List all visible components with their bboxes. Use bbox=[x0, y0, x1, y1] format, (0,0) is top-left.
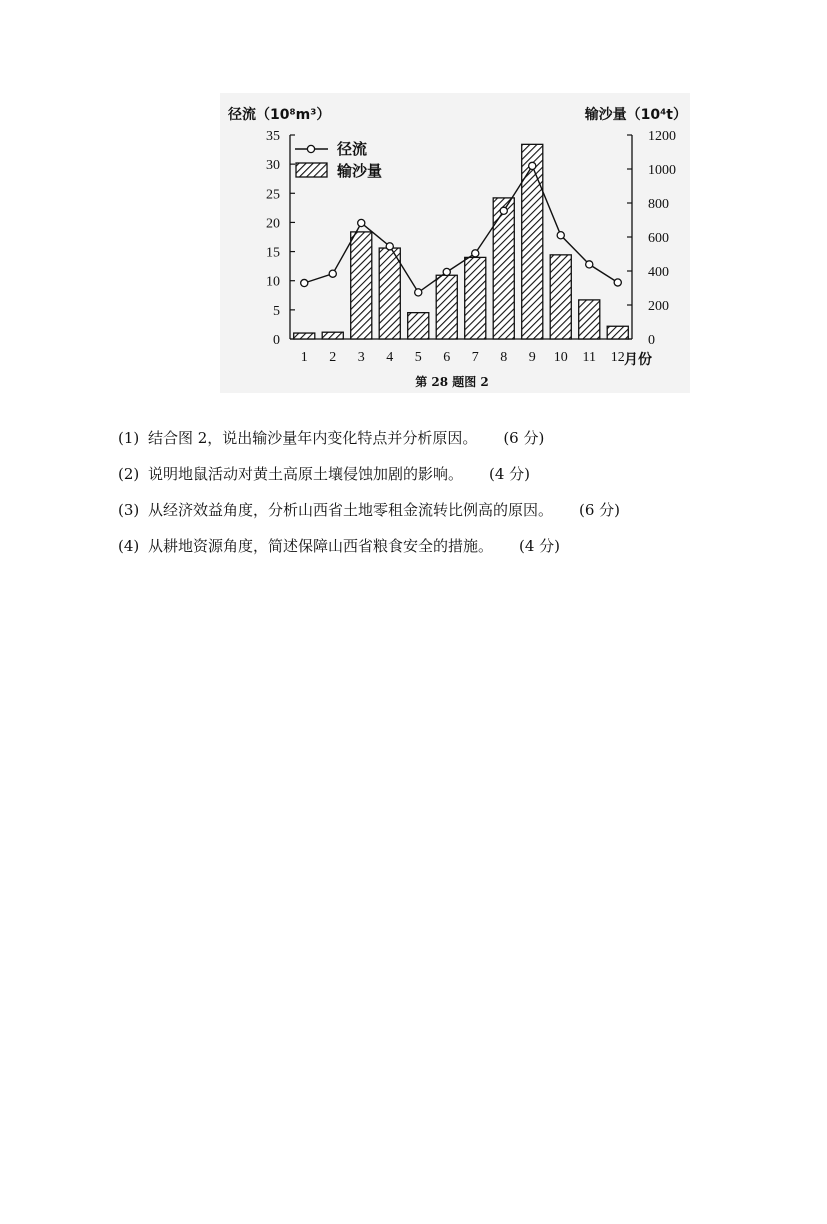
runoff-point bbox=[415, 289, 422, 296]
question-score: (4 分) bbox=[519, 537, 561, 555]
question-1 bbox=[118, 428, 758, 464]
question-number: (1) bbox=[118, 429, 140, 447]
x-tick-label: 8 bbox=[500, 350, 508, 365]
x-tick-label: 7 bbox=[471, 350, 479, 365]
sediment-bar bbox=[436, 275, 457, 339]
question-4 bbox=[118, 536, 758, 572]
runoff-point bbox=[472, 250, 479, 257]
left-tick-label: 20 bbox=[266, 216, 280, 232]
legend-hatch-icon bbox=[296, 163, 327, 177]
right-tick-label: 0 bbox=[648, 333, 655, 348]
x-tick-label: 1 bbox=[300, 350, 308, 365]
sediment-bar bbox=[579, 300, 600, 339]
x-tick-label: 9 bbox=[528, 350, 536, 365]
sediment-bar bbox=[522, 144, 543, 339]
right-axis-title: 输沙量（10⁴t） bbox=[584, 107, 687, 123]
question-score: (6 分) bbox=[503, 429, 545, 447]
sediment-bar bbox=[408, 313, 429, 339]
question-number: (3) bbox=[118, 501, 140, 519]
right-tick-label: 1200 bbox=[648, 129, 676, 144]
runoff-point bbox=[500, 207, 507, 214]
left-axis-title: 径流（10⁸m³） bbox=[228, 107, 331, 123]
question-list bbox=[118, 428, 758, 572]
question-text: 说明地鼠活动对黄土高原土壤侵蚀加剧的影响。 bbox=[148, 465, 464, 483]
left-tick-label: 10 bbox=[266, 274, 280, 290]
question-number: (4) bbox=[118, 537, 140, 555]
figure-caption: 第 28 题图 2 bbox=[415, 375, 489, 389]
sediment-bar bbox=[550, 255, 571, 339]
runoff-point bbox=[386, 243, 393, 250]
x-tick-label: 5 bbox=[414, 350, 422, 365]
question-score: (4 分) bbox=[489, 465, 531, 483]
left-tick-label: 0 bbox=[273, 333, 280, 348]
left-tick-label: 25 bbox=[266, 187, 280, 203]
right-tick-label: 1000 bbox=[648, 163, 676, 178]
x-tick-label: 12 bbox=[610, 350, 625, 365]
sediment-bar bbox=[607, 326, 628, 339]
runoff-point bbox=[586, 261, 593, 268]
x-tick-label: 4 bbox=[386, 350, 394, 365]
x-tick-label: 11 bbox=[582, 350, 596, 365]
runoff-point bbox=[443, 268, 450, 275]
question-2 bbox=[118, 464, 758, 500]
right-tick-label: 200 bbox=[648, 299, 669, 314]
runoff-point bbox=[557, 232, 564, 239]
runoff-point bbox=[301, 279, 308, 286]
x-tick-label: 3 bbox=[357, 350, 365, 365]
chart-figure bbox=[220, 93, 690, 393]
right-tick-label: 800 bbox=[648, 197, 669, 212]
runoff-point bbox=[358, 219, 365, 226]
right-tick-label: 600 bbox=[648, 231, 669, 246]
x-tick-label: 6 bbox=[443, 350, 451, 365]
sediment-bar bbox=[465, 257, 486, 339]
chart-svg bbox=[220, 93, 690, 393]
question-text: 从经济效益角度，分析山西省土地零租金流转比例高的原因。 bbox=[148, 501, 554, 519]
runoff-point bbox=[529, 162, 536, 169]
sediment-bar bbox=[322, 332, 343, 339]
question-text: 结合图 2，说出输沙量年内变化特点并分析原因。 bbox=[148, 429, 478, 447]
left-tick-label: 5 bbox=[273, 303, 280, 319]
question-3 bbox=[118, 500, 758, 536]
legend-label-sediment: 输沙量 bbox=[337, 162, 383, 180]
sediment-bar bbox=[379, 248, 400, 339]
right-tick-label: 400 bbox=[648, 265, 669, 280]
left-tick-label: 15 bbox=[266, 245, 280, 261]
question-text: 从耕地资源角度，简述保障山西省粮食安全的措施。 bbox=[148, 537, 494, 555]
question-score: (6 分) bbox=[579, 501, 621, 519]
sediment-bar bbox=[351, 232, 372, 339]
x-axis-unit-label: 月份 bbox=[624, 352, 652, 368]
sediment-bar bbox=[493, 198, 514, 339]
x-tick-label: 10 bbox=[553, 350, 568, 365]
legend-label-runoff: 径流 bbox=[337, 140, 368, 158]
left-tick-label: 30 bbox=[266, 158, 280, 174]
left-tick-label: 35 bbox=[266, 129, 280, 144]
question-number: (2) bbox=[118, 465, 140, 483]
runoff-point bbox=[329, 270, 336, 277]
legend-marker-icon bbox=[307, 145, 314, 152]
x-tick-label: 2 bbox=[329, 350, 337, 365]
sediment-bar bbox=[294, 333, 315, 339]
runoff-point bbox=[614, 279, 621, 286]
